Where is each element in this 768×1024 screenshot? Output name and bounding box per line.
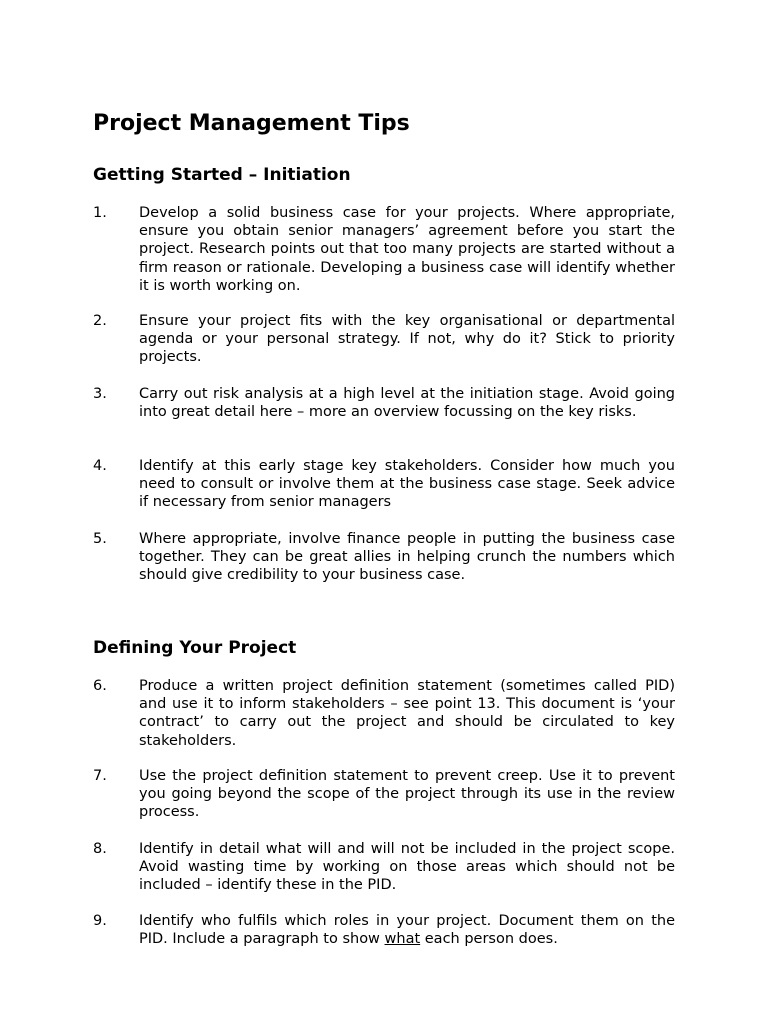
underlined-word: what (384, 931, 421, 948)
item-text-part: Identify who fulfils which roles in your project. Document them on the PID. Include a paragraph to show (139, 913, 675, 948)
item-number: 6. (93, 678, 107, 694)
item-text: Where appropriate, involve finance people in putting the business case together. They can be great allies in helping crunch the numbers which should give credibility to your business case. (139, 531, 675, 584)
item-number: 2. (93, 313, 107, 329)
item-number: 3. (93, 386, 107, 402)
page-title: Project Management Tips (93, 111, 410, 136)
item-text: Develop a solid business case for your projects. Where appropriate, ensure you obtain senior managers’ agreement before you start the project. Research points out that too many projects are started without a firm reason or rationale. Developing a business case will identify whether it is worth working on. (139, 205, 675, 294)
item-text-part: each person does. (420, 931, 558, 948)
list-item (93, 912, 675, 948)
section-heading-defining: Defining Your Project (93, 638, 297, 658)
item-number: 8. (93, 841, 107, 857)
item-text: Produce a written project definition statement (sometimes called PID) and use it to inform stakeholders – see point 13. This document is ‘your contract’ to carry out the project and should be circulated to key stakeholders. (139, 678, 675, 749)
item-number: 9. (93, 913, 107, 929)
item-text: Carry out risk analysis at a high level at the initiation stage. Avoid going into great detail here – more an overview focussing on the key risks. (139, 386, 675, 421)
list-item (93, 457, 675, 512)
list-item (93, 840, 675, 895)
item-text: Ensure your project fits with the key organisational or departmental agenda or your personal strategy. If not, why do it? Stick to priority projects. (139, 313, 675, 366)
list-item (93, 767, 675, 822)
item-text: Identify in detail what will and will not be included in the project scope. Avoid wasting time by working on those areas which should not be included – identify these in the PID. (139, 841, 675, 894)
list-item (93, 385, 675, 421)
item-number: 7. (93, 768, 107, 784)
section-heading-initiation: Getting Started – Initiation (93, 165, 351, 185)
list-item (93, 204, 675, 295)
item-number: 4. (93, 458, 107, 474)
item-number: 5. (93, 531, 107, 547)
item-text: Use the project definition statement to prevent creep. Use it to prevent you going beyond the scope of the project through its use in the review process. (139, 768, 675, 821)
list-item (93, 312, 675, 367)
list-item (93, 677, 675, 750)
list-item (93, 530, 675, 585)
item-text (139, 912, 675, 948)
item-text: Identify at this early stage key stakeholders. Consider how much you need to consult or involve them at the business case stage. Seek advice if necessary from senior managers (139, 458, 675, 511)
item-number: 1. (93, 205, 107, 221)
